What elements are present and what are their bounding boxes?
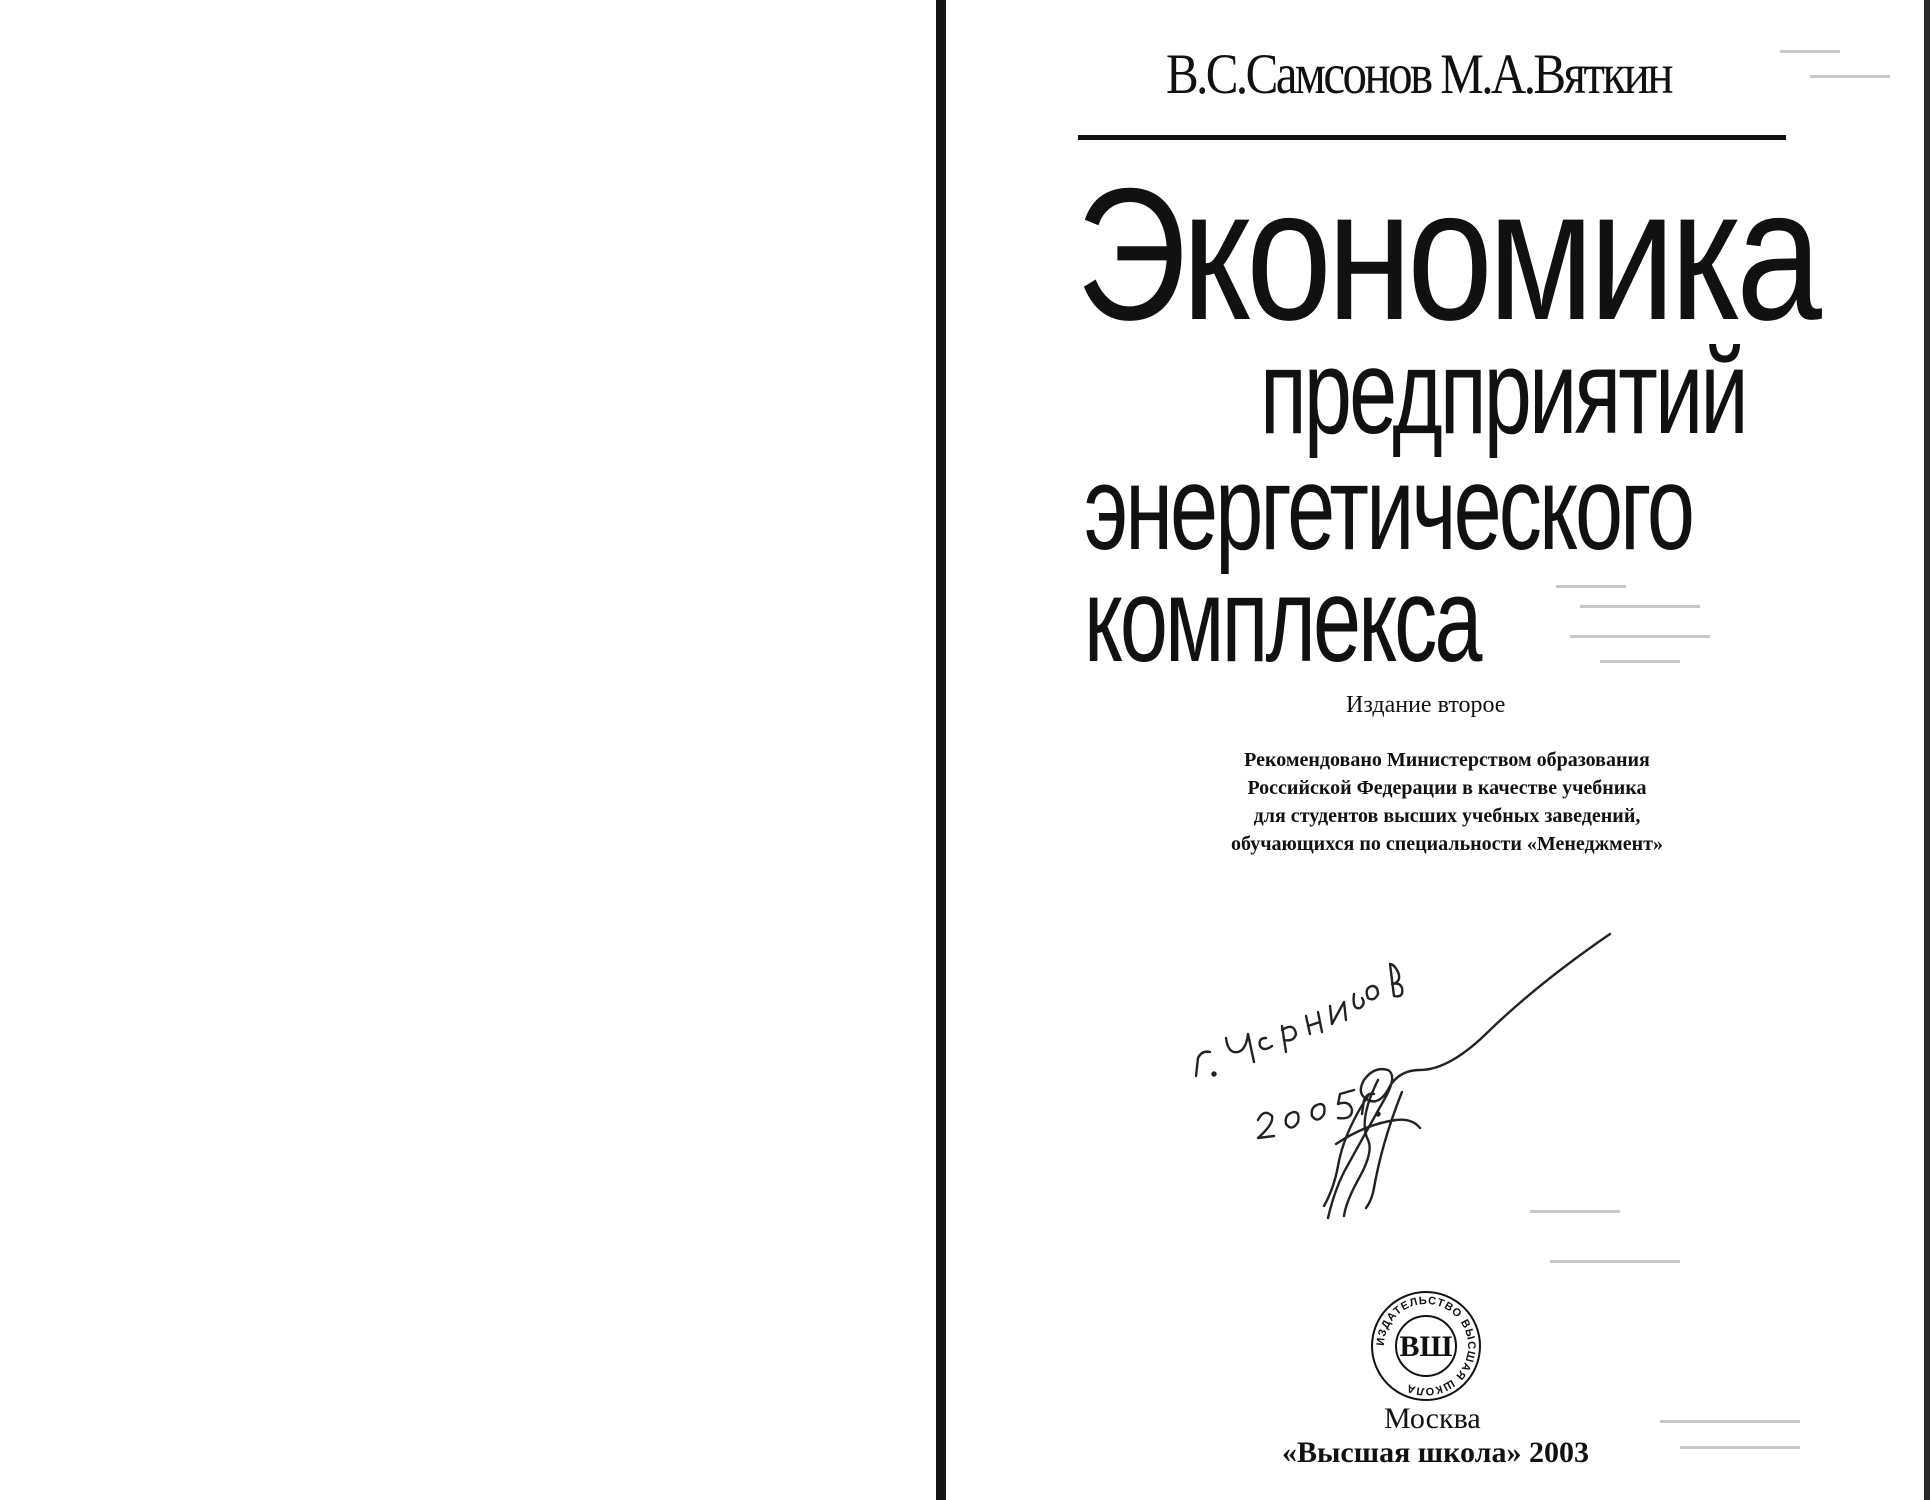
handwriting-stroke [1282, 1026, 1296, 1052]
recommendation-line: Рекомендовано Министерством образования [1244, 749, 1650, 771]
bleed-speckle [1600, 660, 1680, 663]
bleed-speckle [1550, 1260, 1680, 1263]
handwriting-stroke [1213, 1073, 1216, 1076]
recommendation-line: для студентов высших учебных заведений, [1253, 805, 1641, 827]
left-blank-page [0, 0, 936, 1500]
handwriting-stroke [1306, 1012, 1322, 1034]
handwriting-stroke [1286, 1112, 1299, 1128]
handwriting-stroke [1390, 964, 1402, 996]
publication-city: Москва [1384, 1402, 1481, 1435]
bleed-speckle [1580, 605, 1700, 608]
handwriting-stroke [1260, 1038, 1272, 1049]
publisher-logo [1368, 1288, 1484, 1404]
handwriting-stroke [1312, 1104, 1325, 1120]
book-authors: В.С.Самсонов М.А.Вяткин [1166, 43, 1671, 106]
handwriting-stroke [1196, 1052, 1210, 1076]
edition-label: Издание второе [1346, 692, 1506, 718]
handwriting-stroke [1354, 994, 1364, 1008]
recommendation-line: обучающихся по специальности «Менеджмент» [1231, 833, 1663, 855]
signature-stroke [1328, 934, 1610, 1218]
bleed-speckle [1570, 635, 1710, 638]
handwriting-stroke [1258, 1113, 1274, 1138]
page-binding-line [936, 0, 946, 1500]
bleed-speckle [1556, 585, 1626, 588]
page-right-edge [1924, 0, 1930, 1500]
bleed-speckle [1780, 50, 1840, 53]
book-title-line-2: предприятий [1260, 325, 1746, 459]
recommendation-line: Российской Федерации в качестве учебника [1247, 777, 1647, 799]
book-title-line-3: энергетического [1084, 441, 1693, 575]
publisher-and-year: «Высшая школа» 2003 [1282, 1436, 1589, 1469]
handwritten-inscription [1140, 920, 1640, 1250]
handwriting-stroke [1367, 986, 1378, 999]
bleed-speckle [1680, 1446, 1800, 1449]
logo-monogram: ВШ [1399, 1330, 1453, 1363]
handwriting-stroke [1338, 1090, 1354, 1118]
title-divider [1078, 135, 1786, 140]
handwriting-stroke [1226, 1034, 1254, 1062]
bleed-speckle [1660, 1420, 1800, 1423]
book-title-line-1: Экономика [1076, 149, 1817, 359]
logo-ring-text: ИЗДАТЕЛЬСТВО ВЫСШАЯ ШКОЛА [1374, 1294, 1478, 1398]
signature-stroke [1366, 1092, 1402, 1208]
recommendation-note [1172, 746, 1722, 858]
handwriting-stroke [1330, 1002, 1346, 1024]
book-title-line-4: комплекса [1084, 553, 1480, 687]
title-page [946, 0, 1924, 1500]
bleed-speckle [1810, 75, 1890, 78]
